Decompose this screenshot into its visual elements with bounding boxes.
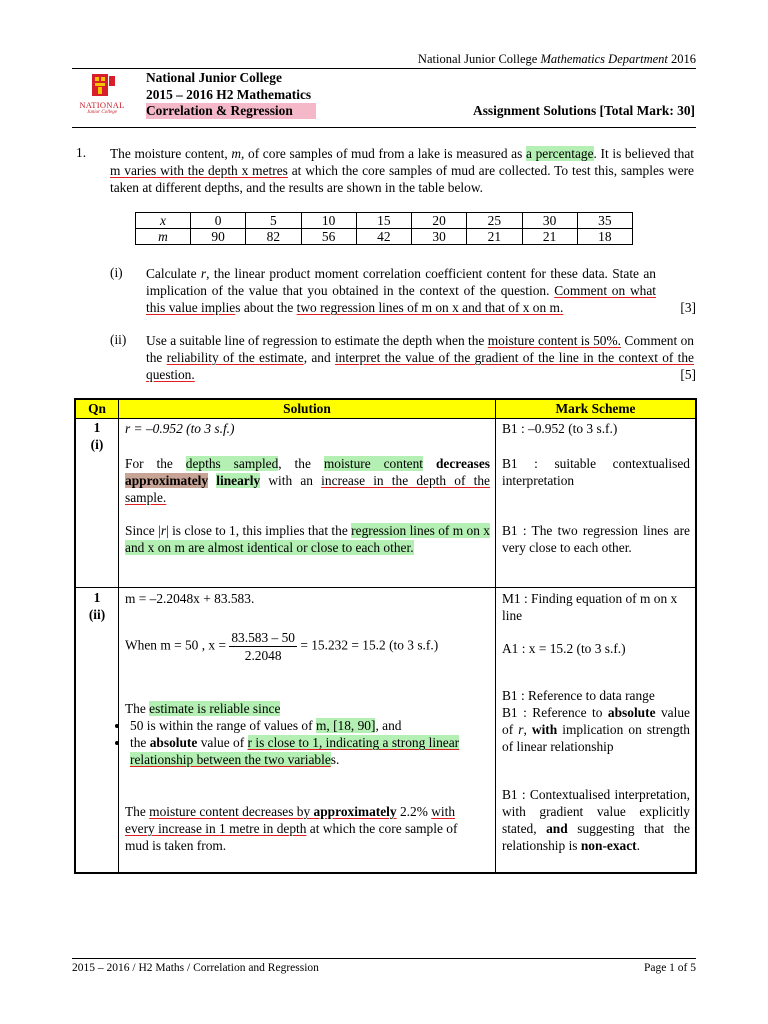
fraction: $\frac{83.583 - 50}{2.2048}$ <box>231 630 295 663</box>
part-ii-marks: [5] <box>680 367 696 382</box>
topic-title: Correlation & Regression <box>146 103 316 119</box>
row2-estimate-intro: The estimate is reliable since <box>125 701 281 716</box>
logo-text: NATIONAL <box>79 100 125 110</box>
x-label: x <box>136 213 191 229</box>
footer-rule <box>72 958 696 959</box>
row1-scheme3: B1 : The two regression lines are very close to each other. <box>502 523 690 555</box>
running-header-plain: National Junior College <box>417 52 541 66</box>
m-cell: 90 <box>191 229 246 245</box>
list-item: • the absolute value of r is close to 1, indicating a strong linear relationship between the two variables. <box>130 734 490 768</box>
table-row-m <box>136 229 633 245</box>
col-solution-header: Solution <box>283 401 331 416</box>
assignment-title: Assignment Solutions [Total Mark: 30] <box>473 103 695 118</box>
highlight-percentage: a percentage <box>525 146 594 161</box>
row1-scheme2: B1 : suitable contextualised interpretation <box>502 456 690 488</box>
m-cell: 18 <box>577 229 632 245</box>
row2-scheme1: M1 : Finding equation of m on x line <box>502 591 678 623</box>
row2-scheme4: B1 : Reference to absolute value of r, with implication on strength of linear relationship <box>502 705 690 754</box>
m-cell: 21 <box>522 229 577 245</box>
row2-scheme2: A1 : x = 15.2 (to 3 s.f.) <box>502 641 626 656</box>
row1-regression-lines: Since |r| is close to 1, this implies that the regression lines of m on x and x on m are almost identical or close to each other. <box>125 523 491 555</box>
row1-scheme1: B1 : –0.952 (to 3 s.f.) <box>502 421 618 436</box>
row1-r-value: r = –0.952 (to 3 s.f.) <box>125 421 235 436</box>
question-number: 1. <box>76 145 87 160</box>
running-header-year: 2016 <box>667 52 696 66</box>
x-cell: 20 <box>412 213 467 229</box>
row2-part: (ii) <box>88 607 106 622</box>
row2-bullets <box>108 717 490 768</box>
title-rule <box>72 127 696 128</box>
school-name: National Junior College <box>146 70 282 85</box>
row2-scheme5: B1 : Contextualised interpretation, with gradient value explicitly stated, and suggesting that the relationship is non-exact. <box>502 787 690 853</box>
underline-m-varies: m varies with the depth x metres <box>110 163 288 178</box>
x-cell: 35 <box>577 213 632 229</box>
school-logo <box>78 72 126 122</box>
x-cell: 5 <box>246 213 301 229</box>
m-cell: 56 <box>301 229 356 245</box>
logo-subtext: Junior College <box>87 110 117 115</box>
row1-part: (i) <box>90 437 104 452</box>
header-rule <box>72 68 696 69</box>
row1-qn: 1 <box>93 420 101 435</box>
m-cell: 30 <box>412 229 467 245</box>
m-label: m <box>136 229 191 245</box>
list-item: • 50 is within the range of values of m, [18, 90], and <box>130 717 490 734</box>
part-i-label: (i) <box>110 265 123 280</box>
m-cell: 82 <box>246 229 301 245</box>
row-divider <box>76 587 695 588</box>
part-i-marks: [3] <box>680 300 696 315</box>
row2-qn: 1 <box>93 590 101 605</box>
footer-right: Page 1 of 5 <box>643 962 696 974</box>
divider <box>118 400 119 872</box>
x-cell: 30 <box>522 213 577 229</box>
part-i-text: Calculate r, the linear product moment correlation coefficient content for these data. State an implication of the value that you obtained in the context of the question. Comment on what this value implies about the two regression lines of m on x and that of x on m. <box>146 266 656 315</box>
m-cell: 21 <box>467 229 522 245</box>
footer-left: 2015 – 2016 / H2 Maths / Correlation and Regression <box>72 962 319 974</box>
data-table <box>135 212 633 245</box>
part-ii-label: (ii) <box>110 332 127 347</box>
solution-table <box>74 398 697 874</box>
row2-scheme3: B1 : Reference to data range <box>502 688 655 703</box>
course-title: 2015 – 2016 H2 Mathematics <box>146 87 312 102</box>
table-row-x <box>136 213 633 229</box>
row2-gradient: The moisture content decreases by approximately 2.2% with every increase in 1 metre in depth at which the core sample of mud is taken from. <box>125 804 458 853</box>
running-header <box>418 52 696 67</box>
col-scheme-header: Mark Scheme <box>555 401 636 416</box>
row1-interpretation: For the depths sampled, the moisture content decreases approximately linearly with an increase in the depth of the sample. <box>125 456 491 505</box>
m-cell: 42 <box>356 229 411 245</box>
row2-equation: m = –2.2048x + 83.583. <box>125 591 255 606</box>
part-ii-text: Use a suitable line of regression to estimate the depth when the moisture content is 50%. Comment on the reliability of the estimate, and interpret the value of the gradient of the line in the context of the question. <box>146 333 694 382</box>
x-cell: 0 <box>191 213 246 229</box>
running-header-italic: Mathematics Department <box>540 52 668 66</box>
divider <box>495 400 496 872</box>
row2-calculation: When m = 50 , x = $\frac{83.583 - 50}{2.2048}$ = 15.232 = 15.2 (to 3 s.f.) <box>125 630 439 663</box>
x-cell: 25 <box>467 213 522 229</box>
col-qn-header: Qn <box>88 401 106 416</box>
question-intro: The moisture content, m, of core samples of mud from a lake is measured as a percentage. It is believed that m varies with the depth x metres at which the core samples of mud are collected. To test this, samples were taken at different depths, and the results are shown in the table below. <box>110 146 695 195</box>
x-cell: 15 <box>356 213 411 229</box>
x-cell: 10 <box>301 213 356 229</box>
